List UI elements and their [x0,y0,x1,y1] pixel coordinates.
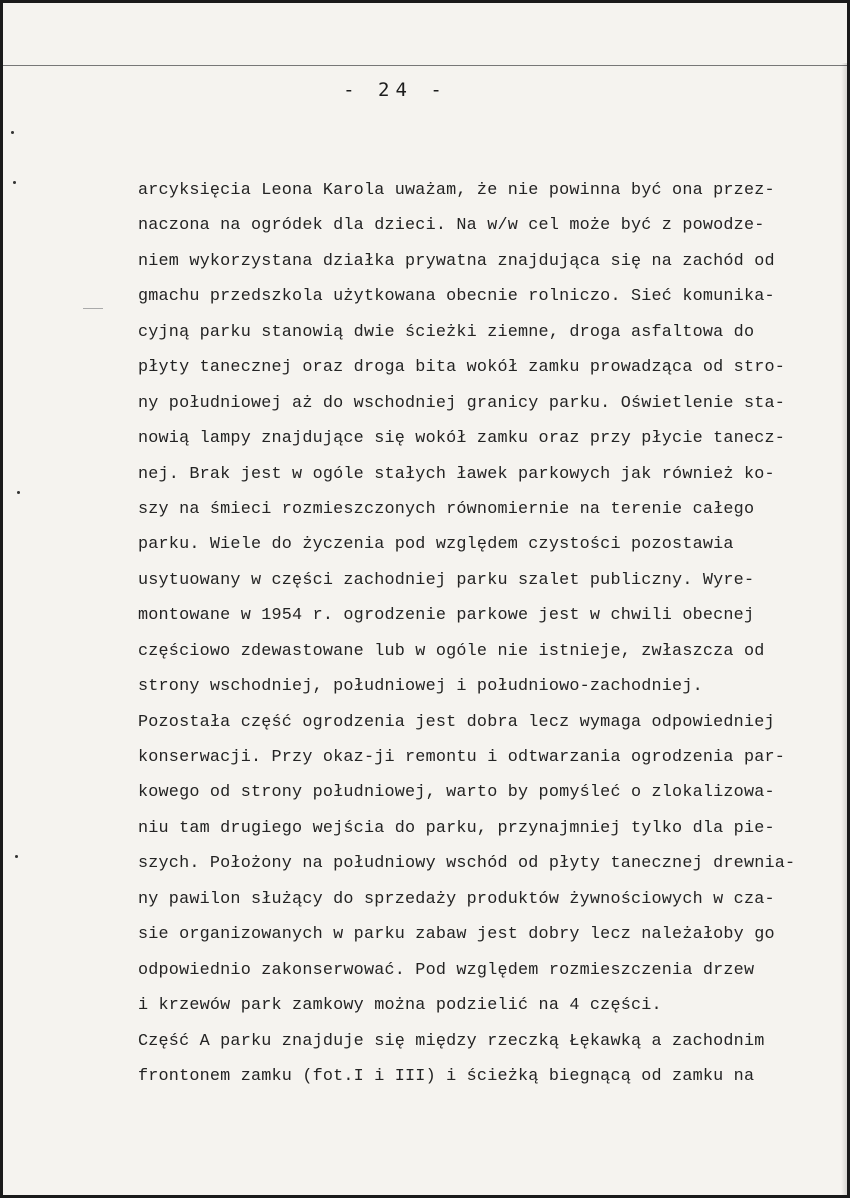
text-line: płyty tanecznej oraz droga bita wokół zamku prowadząca od stro- [138,358,786,378]
text-line: usytuowany w części zachodniej parku szalet publiczny. Wyre- [138,570,755,590]
scan-mark [83,308,103,309]
text-line: kowego od strony południowej, warto by pomyśleć o zlokalizowa- [138,783,775,803]
scan-speck [11,131,14,134]
scan-speck [15,855,18,858]
fold-line [3,65,850,66]
text-line: ny południowej aż do wschodniej granicy parku. Oświetlenie sta- [138,393,786,413]
text-line: cyjną parku stanowią dwie ścieżki ziemne, droga asfaltowa do [138,322,755,342]
text-line: sie organizowanych w parku zabaw jest dobry lecz należałoby go [138,925,775,945]
text-line: odpowiednio zakonserwować. Pod względem rozmieszczenia drzew [138,960,755,980]
text-line: i krzewów park zamkowy można podzielić na 4 części. [138,996,662,1016]
text-line: arcyksięcia Leona Karola uważam, że nie powinna być ona przez- [138,181,775,200]
text-line: szych. Położony na południowy wschód od płyty tanecznej drewnia- [138,854,796,874]
text-line: frontonem zamku (fot.I i III) i ścieżką biegnącą od zamku na [138,1066,755,1086]
text-line: nej. Brak jest w ogóle stałych ławek parkowych jak również ko- [138,464,775,484]
text-line: strony wschodniej, południowej i południowo-zachodniej. [138,677,703,697]
text-line: parku. Wiele do życzenia pod względem czystości pozostawia [138,535,734,555]
page-number: - 24 - [343,79,448,101]
text-line: niu tam drugiego wejścia do parku, przynajmniej tylko dla pie- [138,818,775,838]
page-edge-shadow [841,63,847,1198]
text-line: Pozostała część ogrodzenia jest dobra lecz wymaga odpowiedniej [138,712,775,732]
text-line: nowią lampy znajdujące się wokół zamku oraz przy płycie tanecz- [138,429,786,449]
text-line: gmachu przedszkola użytkowana obecnie rolniczo. Sieć komunika- [138,287,775,307]
text-line: naczona na ogródek dla dzieci. Na w/w cel może być z powodze- [138,216,765,236]
scan-speck [17,491,20,494]
text-line: Część A parku znajduje się między rzeczką Łękawką a zachodnim [138,1031,765,1051]
text-line: ny pawilon służący do sprzedaży produktów żywnościowych w cza- [138,889,775,909]
text-line: szy na śmieci rozmieszczonych równomiernie na terenie całego [138,499,755,519]
text-line: niem wykorzystana działka prywatna znajdująca się na zachód od [138,251,775,271]
scan-speck [13,181,16,184]
body-text [138,178,828,1099]
text-line: montowane w 1954 r. ogrodzenie parkowe jest w chwili obecnej [138,606,755,626]
text-line: konserwacji. Przy okaz-ji remontu i odtwarzania ogrodzenia par- [138,748,786,767]
text-line: częściowo zdewastowane lub w ogóle nie istnieje, zwłaszcza od [138,641,765,661]
